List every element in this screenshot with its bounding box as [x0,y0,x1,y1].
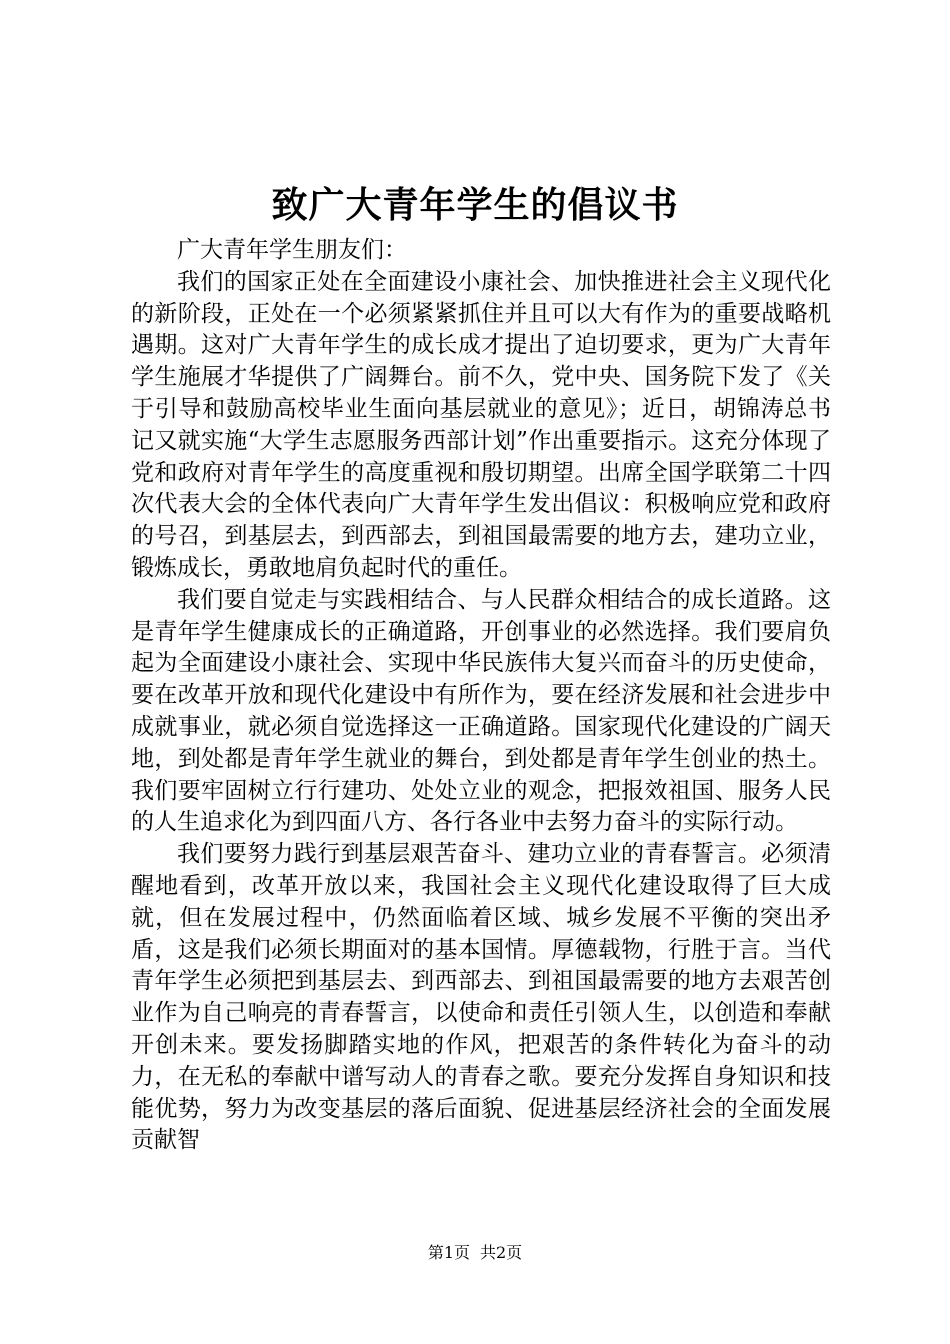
page-footer [0,1242,950,1264]
paragraph-1: 我们的国家正处在全面建设小康社会、加快推进社会主义现代化的新阶段，正处在一个必须紧紧抓住并且可以大有作为的重要战略机遇期。这对广大青年学生的成长成才提出了迫切要求，更为广大青年学生施展才华提供了广阔舞台。前不久，党中央、国务院下发了《关于引导和鼓励高校毕业生面向基层就业的意见》；近日，胡锦涛总书记又就实施“大学生志愿服务西部计划”作出重要指示。这充分体现了党和政府对青年学生的高度重视和殷切期望。出席全国学联第二十四次代表大会的全体代表向广大青年学生发出倡议：积极响应党和政府的号召，到基层去，到西部去，到祖国最需要的地方去，建功立业，锻炼成长，勇敢地肩负起时代的重任。 [131,268,831,581]
document-body [131,235,831,1157]
paragraph-2: 我们要自觉走与实践相结合、与人民群众相结合的成长道路。这是青年学生健康成长的正确道路，开创事业的必然选择。我们要肩负起为全面建设小康社会、实现中华民族伟大复兴而奋斗的历史使命，要在改革开放和现代化建设中有所作为，要在经济发展和社会进步中成就事业，就必须自觉选择这一正确道路。国家现代化建设的广阔天地，到处都是青年学生就业的舞台，到处都是青年学生创业的热土。我们要牢固树立行行建功、处处立业的观念，把报效祖国、服务人民的人生追求化为到四面八方、各行各业中去努力奋斗的实际行动。 [131,586,831,836]
salutation: 广大青年学生朋友们： [177,237,407,263]
page-total: 共2页 [480,1243,523,1262]
paragraph-3: 我们要努力践行到基层艰苦奋斗、建功立业的青春誓言。必须清醒地看到，改革开放以来，我国社会主义现代化建设取得了巨大成就，但在发展过程中，仍然面临着区域、城乡发展不平衡的突出矛盾，这是我们必须长期面对的基本国情。厚德载物，行胜于言。当代青年学生必须把到基层去、到西部去、到祖国最需要的地方去艰苦创业作为自己响亮的青春誓言，以使命和责任引领人生，以创造和奉献开创未来。要发扬脚踏实地的作风，把艰苦的条件转化为奋斗的动力，在无私的奉献中谱写动人的青春之歌。要充分发挥自身知识和技能优势，努力为改变基层的落后面貌、促进基层经济社会的全面发展贡献智 [131,841,831,1154]
page-number: 第1页 [427,1243,470,1262]
document-title: 致广大青年学生的倡议书 [271,185,679,226]
